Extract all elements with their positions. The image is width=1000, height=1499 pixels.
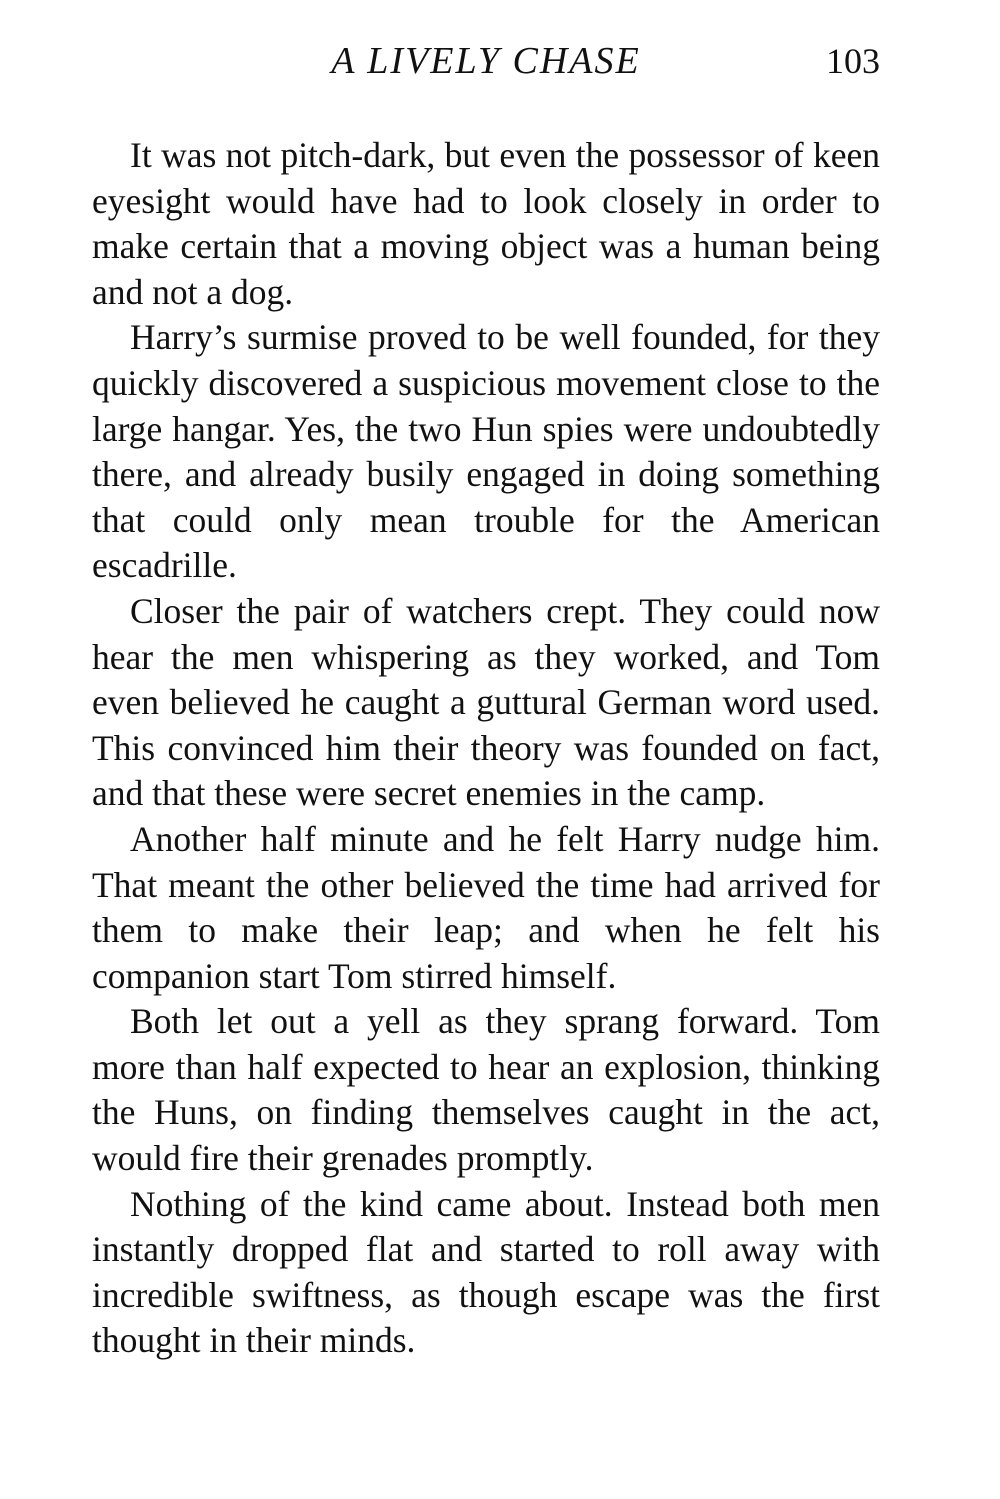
paragraph: It was not pitch-dark, but even the possessor of keen eyesight would have had to look closely in order to make certain that a moving object was a human being and not a dog.	[92, 135, 880, 312]
body-text	[92, 133, 880, 1364]
paragraph: Another half minute and he felt Harry nudge him. That meant the other believed the time had arrived for them to make their leap; and when he felt his companion start Tom stirred himself.	[92, 818, 880, 996]
chapter-title: A LIVELY CHASE	[331, 40, 641, 82]
paragraph: Both let out a yell as they sprang forward. Tom more than half expected to hear an explosion, thinking the Huns, on finding themselves caught in the act, would fire their grenades promptly.	[92, 1001, 880, 1179]
paragraph: Nothing of the kind came about. Instead both men instantly dropped flat and started to roll away with incredible swiftness, as though escape was the first thought in their minds.	[92, 1183, 880, 1361]
paragraph: Closer the pair of watchers crept. They could now hear the men whispering as they worked, and Tom even believed he caught a guttural German word used. This convinced him their theory was founded on fact, and that these were secret enemies in the camp.	[92, 590, 880, 814]
page-number: 103	[826, 41, 880, 81]
running-head	[92, 36, 880, 86]
paragraph: Harry’s surmise proved to be well founded, for they quickly discovered a suspicious movement close to the large hangar. Yes, the two Hun spies were undoubtedly there, and already busily engaged in doing something that could only mean trouble for the American escadrille.	[92, 317, 880, 586]
